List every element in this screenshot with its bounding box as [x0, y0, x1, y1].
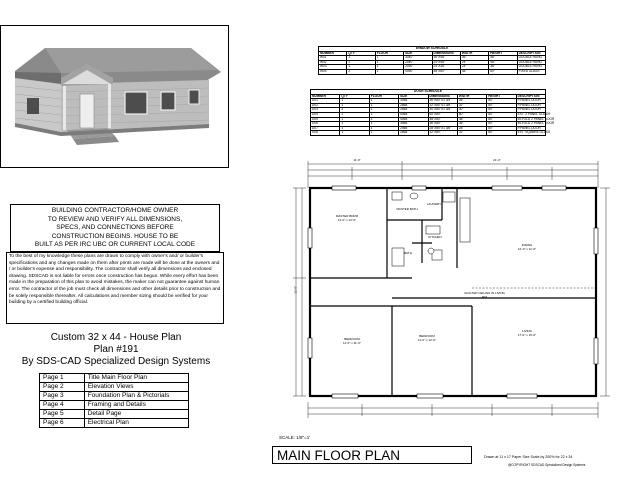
door_schedule-cell: 2868 — [399, 131, 428, 136]
door_schedule-cell: 3 — [340, 108, 369, 113]
page-number: Page 3 — [40, 392, 85, 401]
door_schedule-cell: 5068 — [399, 112, 428, 117]
door_schedule-cell: 32"X80"X1 3/8" — [428, 103, 457, 108]
window_schedule-cell: 1 — [375, 69, 403, 74]
window_schedule-cell: DOUBLE HUNG — [517, 60, 545, 65]
window_schedule-cell: FIXED GLASS — [517, 69, 545, 74]
door_schedule-cell: 48" — [457, 117, 486, 122]
window_schedule-cell: 1 — [375, 65, 403, 70]
window_schedule-cell: 48"X60" — [432, 69, 460, 74]
door_schedule-cell: 28" — [457, 126, 486, 131]
window_schedule-header: DESCRIPTION — [517, 51, 545, 56]
plan-number: Plan #191 — [93, 344, 139, 355]
window_schedule-cell: 24"X48" — [432, 60, 460, 65]
disclaimer-text: To the best of my knowledge these plans are drawn to comply with owner's and/ or builder's specifications and any changes made on them after prints are made will be done at the owners and / or builder's expense and responsibility. The contractor shall verify all dimensions and enclosed drawing. SDSCAD is not liable for errors once construction has begun. While every effort has been made in the preparation of this plan to avoid mistakes, the maker can not guarantee against human error. The contractor of the job must check all dimensions and other details prior to construction and be solely responsible thereafter. All calculations and member sizing should be verified for your building by a certified building official. — [9, 254, 221, 306]
door_schedule-cell: EXT. SQUARE GLASS — [517, 130, 551, 135]
door_schedule-cell: 80" — [487, 122, 516, 127]
contractor-warning — [10, 204, 220, 252]
page-number: Page 1 — [40, 374, 85, 383]
door_schedule-cell: 3068 — [399, 99, 428, 104]
door_schedule-cell: 30"X80"X1 3/8" — [428, 108, 457, 113]
door_schedule-cell: EXT. 2 PANEL SLIDER — [517, 111, 551, 116]
door_schedule-cell: 80" — [487, 103, 516, 108]
window_schedule-cell: 1 — [347, 65, 375, 70]
main-floor-plan-heading — [272, 446, 472, 464]
door_schedule-cell: BI-FOLD 2 PANEL DOOR — [517, 121, 555, 126]
warning-line: TO REVIEW AND VERIFY ALL DIMENSIONS, — [47, 215, 183, 223]
door_schedule-cell: D03 — [311, 108, 340, 113]
door_schedule-cell: 2668 — [399, 108, 428, 113]
door_schedule-cell: 1 — [340, 126, 369, 131]
window_schedule-cell: 60" — [489, 69, 517, 74]
window_schedule-cell: DOUBLE HUNG — [517, 65, 545, 70]
room-bath: BATH — [404, 251, 412, 255]
door_schedule-cell: 36"X80"X1 3/4" — [428, 99, 457, 104]
window_schedule-header: NUMBER — [319, 51, 347, 56]
window_schedule-header: FLOOR — [375, 51, 403, 56]
door_schedule-cell: 60" — [457, 112, 486, 117]
window_schedule-header: QTY — [347, 51, 375, 56]
page-index-row — [40, 374, 189, 383]
door_schedule-header: QTY — [340, 94, 369, 99]
page-index-table — [39, 373, 189, 428]
window_schedule-cell: 36"X48" — [432, 56, 460, 61]
door_schedule-header: HEIGHT — [487, 94, 516, 99]
page-index-row — [40, 383, 189, 392]
window_schedule-cell: 1 — [375, 56, 403, 61]
door_schedule-cell: 80" — [487, 131, 516, 136]
door_schedule-cell: 1 — [340, 131, 369, 136]
room-living: LIVING 17'-0" x 15'-0" — [517, 329, 537, 337]
room-vaulted-ceiling: VAULTED CEILING IN LIVING RM — [464, 291, 505, 299]
room-dining: DINING 12'-0" x 11'-0" — [517, 243, 537, 251]
window_schedule-cell: 24"X36" — [432, 65, 460, 70]
window_schedule-cell: 48" — [489, 60, 517, 65]
door_schedule-cell: P.PANEL DOOR — [516, 108, 545, 113]
door_schedule-cell: 2468 — [399, 126, 428, 131]
plan-author: By SDS-CAD Specialized Design Systems — [21, 356, 211, 367]
page-number: Page 5 — [40, 410, 85, 419]
dim-top-right: 21'-0" — [493, 158, 501, 162]
window_schedule-cell: W04 — [319, 69, 347, 74]
print-note: Drawn at 11 x 17 Paper Size Scale by 200% for 22 x 34 — [484, 455, 573, 459]
window_schedule-header: HEIGHT — [489, 51, 517, 56]
room-kitchen: KITCHEN — [428, 235, 442, 239]
warning-line: SPECS, AND CONNECTIONS BEFORE — [56, 224, 174, 231]
door_schedule-cell: P.PANEL DOOR — [516, 99, 545, 104]
window_schedule-cell: 2030 — [404, 65, 432, 70]
house-rendering-image — [1, 26, 228, 167]
door_schedule-header: DIMENSIONS — [428, 94, 457, 99]
door_schedule-cell: 1 — [340, 122, 369, 127]
window_schedule-cell: 2 — [347, 60, 375, 65]
door_schedule-cell: 28"X80"X1 3/8" — [428, 126, 457, 131]
window_schedule-cell: 48" — [489, 56, 517, 61]
door_schedule-cell: 32" — [457, 103, 486, 108]
page-number: Page 2 — [40, 383, 85, 392]
door_schedule-cell: 30" — [457, 108, 486, 113]
door_schedule-header: DESCRIPTION — [516, 94, 545, 99]
door_schedule-cell: 1 — [369, 99, 398, 104]
door_schedule-cell: 36" — [457, 122, 486, 127]
door_schedule-cell: 48"X80" — [428, 117, 457, 122]
plan-title — [2, 332, 230, 368]
plan-title-line1: Custom 32 x 44 - House Plan — [50, 332, 182, 343]
window_schedule-cell: 24" — [460, 60, 488, 65]
door_schedule-cell: 80" — [487, 99, 516, 104]
door_schedule-cell: 1 — [369, 103, 398, 108]
page-index-row — [40, 392, 189, 401]
dim-top-left: 11'-0" — [353, 158, 361, 162]
door_schedule-cell: 1 — [369, 117, 398, 122]
door_schedule-cell: 1 — [369, 112, 398, 117]
house-rendering-frame — [0, 25, 229, 168]
window_schedule-cell: 36" — [460, 56, 488, 61]
page-index-row — [40, 410, 189, 419]
door_schedule-cell: 32"X80" — [428, 131, 457, 136]
door_schedule-cell: 1 — [340, 112, 369, 117]
door_schedule-cell: 1 — [340, 99, 369, 104]
door_schedule-cell: 80" — [487, 117, 516, 122]
door_schedule-cell: 1 — [369, 131, 398, 136]
room-laundry: LAUNDRY — [426, 202, 442, 206]
page-description: Electrical Plan — [84, 419, 188, 428]
page-description: Elevation Views — [84, 383, 188, 392]
table-row — [319, 69, 546, 74]
page-description: Framing and Details — [84, 401, 188, 410]
copyright-note: @COPYRIGHT SDSCAD Specialized Design Systems — [508, 463, 586, 467]
window_schedule-header: WIDTH — [460, 51, 488, 56]
door_schedule-header: WIDTH — [457, 94, 486, 99]
room-master-bath: MASTER BATH — [396, 207, 418, 211]
dim-side: 32'-0" — [293, 285, 298, 294]
window_schedule-cell: W03 — [319, 65, 347, 70]
door_schedule-cell: D06 — [311, 122, 340, 127]
window_schedule-cell: 36" — [489, 65, 517, 70]
door_schedule-cell: 60"X80" — [428, 112, 457, 117]
door_schedule-cell: D04 — [311, 112, 340, 117]
door_schedule-cell: 1 — [340, 103, 369, 108]
window_schedule-header: DIMENSIONS — [432, 51, 460, 56]
page-description: Foundation Plan & Pictorials — [84, 392, 188, 401]
door_schedule-cell: BI-FOLD 2 PANEL DOOR — [517, 116, 555, 121]
door_schedule-cell: 1 — [369, 108, 398, 113]
window_schedule-cell: 1 — [375, 60, 403, 65]
window_schedule-cell: 1 — [347, 56, 375, 61]
door_schedule-cell: 1 — [369, 122, 398, 127]
page-index-row — [40, 419, 189, 428]
door_schedule-header: SIZE — [399, 94, 428, 99]
window_schedule-title: WINDOW SCHEDULE — [319, 47, 546, 52]
window-schedule — [318, 46, 546, 75]
page-index-row — [40, 401, 189, 410]
window_schedule-cell: 3040 — [404, 56, 432, 61]
door-schedule — [310, 89, 555, 136]
heading-text: MAIN FLOOR PLAN — [277, 448, 401, 463]
warning-line: BUILT AS PER IRC UBC OR CURRENT LOCAL CODE — [34, 241, 196, 248]
window_schedule-cell: 4050 — [404, 69, 432, 74]
door_schedule-cell: 2868 — [399, 103, 428, 108]
page-number: Page 4 — [40, 401, 85, 410]
door_schedule-cell: P.PANEL DOOR — [516, 103, 545, 108]
window_schedule-cell: 24" — [460, 65, 488, 70]
door_schedule-title: DOOR SCHEDULE — [311, 90, 546, 95]
door_schedule-cell: D02 — [311, 103, 340, 108]
room-master-bdrm: MASTER BDRM 14'-0" x 12'-0" — [335, 214, 359, 222]
door_schedule-cell: 4068 — [399, 117, 428, 122]
door_schedule-cell: 80" — [487, 126, 516, 131]
door_schedule-cell: D07 — [311, 126, 340, 131]
page-description: Detail Page — [84, 410, 188, 419]
floor-plan-svg — [292, 158, 612, 430]
door_schedule-cell: P.PANEL DOOR — [516, 126, 545, 131]
door_schedule-header: NUMBER — [311, 94, 340, 99]
door_schedule-header: FLOOR — [369, 94, 398, 99]
door_schedule-cell: 80" — [487, 108, 516, 113]
table-row — [311, 131, 546, 136]
door_schedule-cell: 3068 — [399, 122, 428, 127]
warning-line: BUILDING CONTRACTOR/HOME OWNER — [51, 207, 179, 214]
door_schedule-cell: D05 — [311, 117, 340, 122]
window_schedule-cell: W01 — [319, 56, 347, 61]
door_schedule-cell: D08 — [311, 131, 340, 136]
door_schedule-cell: 32" — [457, 131, 486, 136]
warning-line: CONSTRUCTION BEGINS. HOUSE TO BE — [51, 232, 179, 240]
window_schedule-cell: W02 — [319, 60, 347, 65]
door_schedule-cell: 1 — [369, 126, 398, 131]
room-bedroom-2: BEDROOM 11'-0" x 12'-0" — [417, 334, 437, 342]
room-bedroom-1: BEDROOM 11'-0" x 11'-0" — [342, 337, 361, 345]
page-description: Title Main Floor Plan — [84, 374, 188, 383]
door_schedule-cell: 1 — [340, 117, 369, 122]
door_schedule-cell: 36"X80" — [428, 122, 457, 127]
window_schedule-cell: 48" — [460, 69, 488, 74]
window_schedule-cell: DOUBLE HUNG — [517, 56, 545, 61]
window_schedule-cell: 2040 — [404, 60, 432, 65]
page-number: Page 6 — [40, 419, 85, 428]
window_schedule-cell: 2 — [347, 69, 375, 74]
disclaimer-box — [6, 252, 224, 324]
door_schedule-cell: 36" — [457, 99, 486, 104]
door_schedule-cell: D01 — [311, 99, 340, 104]
floor-plan-drawing — [292, 158, 612, 430]
window_schedule-header: SIZE — [404, 51, 432, 56]
plan-scale: SCALE: 1/8"=1' — [279, 435, 311, 440]
door_schedule-cell: 80" — [487, 112, 516, 117]
